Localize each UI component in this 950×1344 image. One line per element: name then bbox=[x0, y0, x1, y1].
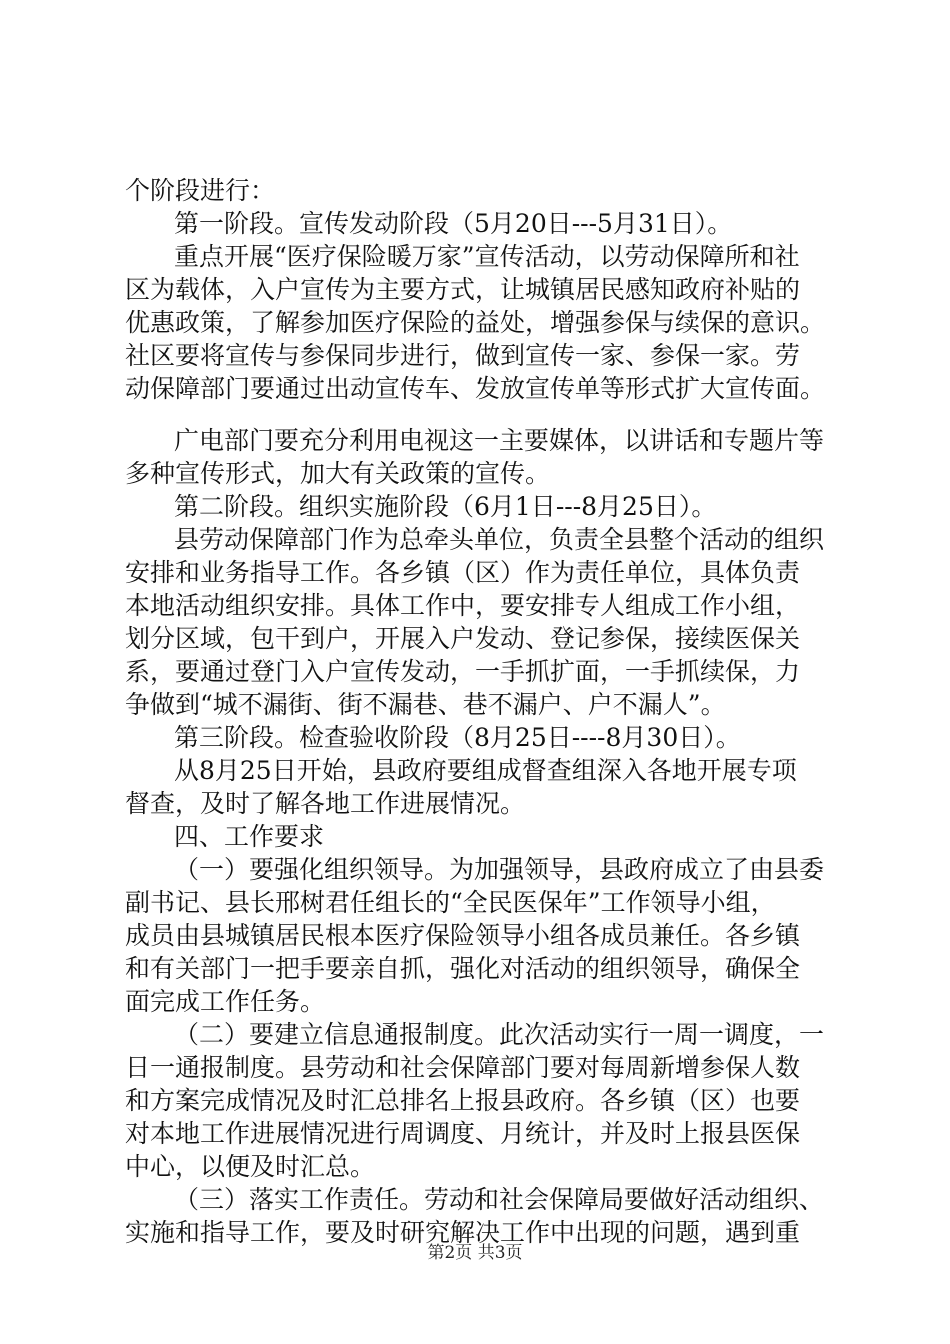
text-line: 实施和指导工作，要及时研究解决工作中出现的问题，遇到重 bbox=[125, 1218, 801, 1247]
text-line: 成员由县城镇居民根本医疗保险领导小组各成员兼任。各乡镇 bbox=[125, 921, 801, 950]
text-line: 广电部门要充分利用电视这一主要媒体，以讲话和专题片等 bbox=[174, 426, 825, 455]
text-line: 个阶段进行： bbox=[125, 176, 276, 205]
text-line: （二）要建立信息通报制度。此次活动实行一周一调度，一 bbox=[174, 1020, 825, 1049]
text-line: 第三阶段。检查验收阶段（8月25日----8月30日）。 bbox=[174, 723, 741, 752]
text-line: 优惠政策，了解参加医疗保险的益处，增强参保与续保的意识。 bbox=[125, 308, 826, 337]
text-line: 和有关部门一把手要亲自抓，强化对活动的组织领导，确保全 bbox=[125, 954, 801, 983]
text-line: 本地活动组织安排。具体工作中，要安排专人组成工作小组， bbox=[125, 591, 801, 620]
text-line: 安排和业务指导工作。各乡镇（区）作为责任单位，具体负责 bbox=[125, 558, 801, 587]
text-line: 第二阶段。组织实施阶段（6月1日---8月25日）。 bbox=[174, 492, 717, 521]
text-line: 日一通报制度。县劳动和社会保障部门要对每周新增参保人数 bbox=[125, 1053, 801, 1082]
text-line: 县劳动保障部门作为总牵头单位，负责全县整个活动的组织 bbox=[174, 525, 825, 554]
section-heading: 四、工作要求 bbox=[174, 822, 325, 851]
text-line: 动保障部门要通过出动宣传车、发放宣传单等形式扩大宣传面。 bbox=[125, 374, 826, 403]
text-line: 划分区域，包干到户，开展入户发动、登记参保，接续医保关 bbox=[125, 624, 801, 653]
text-line: 从8月25日开始，县政府要组成督查组深入各地开展专项 bbox=[174, 756, 797, 785]
text-line: 对本地工作进展情况进行周调度、月统计，并及时上报县医保 bbox=[125, 1119, 801, 1148]
text-line: 面完成工作任务。 bbox=[125, 987, 326, 1016]
text-line: 中心，以便及时汇总。 bbox=[125, 1152, 376, 1181]
text-line: （一）要强化组织领导。为加强领导，县政府成立了由县委 bbox=[174, 855, 825, 884]
text-line: 系，要通过登门入户宣传发动，一手抓扩面，一手抓续保，力 bbox=[125, 657, 801, 686]
text-line: 争做到“城不漏街、街不漏巷、巷不漏户、户不漏人”。 bbox=[125, 690, 726, 719]
text-line: 督查，及时了解各地工作进展情况。 bbox=[125, 789, 526, 818]
text-line: 多种宣传形式，加大有关政策的宣传。 bbox=[125, 459, 551, 488]
text-line: 副书记、县长邢树君任组长的“全民医保年”工作领导小组， bbox=[125, 888, 776, 917]
page-footer: 第2页 共3页 bbox=[427, 1243, 523, 1263]
text-line: 区为载体，入户宣传为主要方式，让城镇居民感知政府补贴的 bbox=[125, 275, 801, 304]
text-line: 社区要将宣传与参保同步进行，做到宣传一家、参保一家。劳 bbox=[125, 341, 801, 370]
text-line: 第一阶段。宣传发动阶段（5月20日---5月31日）。 bbox=[174, 209, 733, 238]
text-line: 重点开展“医疗保险暖万家”宣传活动，以劳动保障所和社 bbox=[174, 242, 800, 271]
text-line: （三）落实工作责任。劳动和社会保障局要做好活动组织、 bbox=[174, 1185, 825, 1214]
text-line: 和方案完成情况及时汇总排名上报县政府。各乡镇（区）也要 bbox=[125, 1086, 801, 1115]
